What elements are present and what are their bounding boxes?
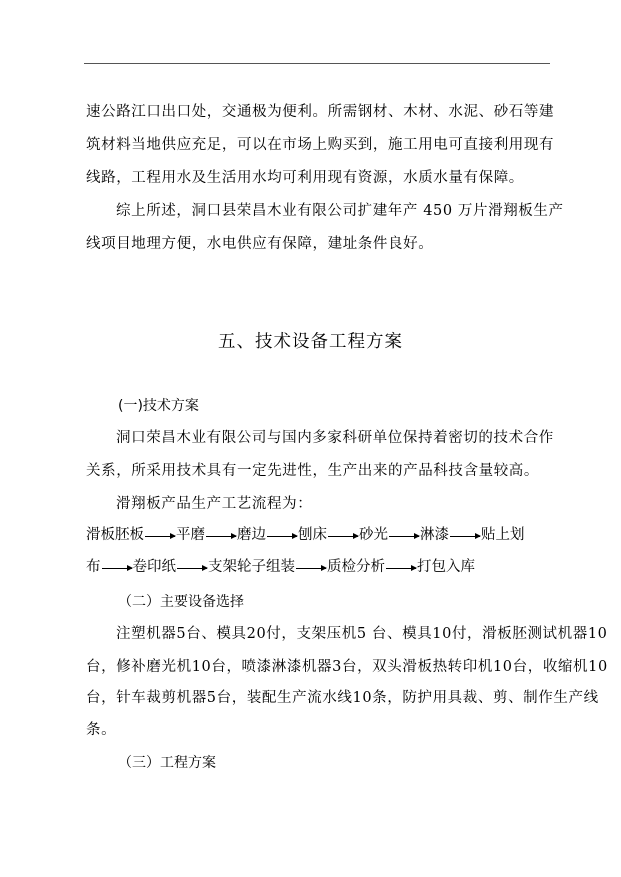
arrow-right-icon — [386, 568, 416, 569]
body-text-line: 筑材料当地供应充足，可以在市场上购买到，施工用电可直接利用现有 — [86, 137, 555, 153]
flow-step: 布 — [86, 559, 101, 575]
flow-step: 贴上划 — [481, 527, 525, 543]
subsection-heading-equipment: （二）主要设备选择 — [118, 594, 244, 610]
flow-step: 磨边 — [237, 527, 266, 543]
body-text-line: 关系，所采用技术具有一定先进性，生产出来的产品科技含量较高。 — [86, 463, 539, 479]
arrow-right-icon — [389, 536, 419, 537]
process-flow-row-1 — [86, 526, 525, 544]
flow-step: 刨床 — [298, 527, 327, 543]
arrow-right-icon — [102, 568, 132, 569]
body-text-line: 台，修补磨光机10台，喷漆淋漆机器3台，双头滑板热转印机10台，收缩机10 — [86, 659, 608, 675]
arrow-right-icon — [177, 568, 207, 569]
body-text-line: 速公路江口出口处，交通极为便利。所需钢材、木材、水泥、砂石等建 — [86, 104, 555, 120]
arrow-right-icon — [206, 536, 236, 537]
subsection-heading-tech: (一)技术方案 — [118, 398, 199, 414]
flow-step: 支架轮子组装 — [208, 559, 295, 575]
arrow-right-icon — [145, 536, 175, 537]
flow-step: 平磨 — [176, 527, 205, 543]
flow-step: 卷印纸 — [132, 559, 176, 575]
body-text-line: 线路，工程用水及生活用水均可利用现有资源，水质水量有保障。 — [86, 170, 524, 186]
body-text-line: 台，针车裁剪机器5台，装配生产流水线10条，防护用具裁、剪、制作生产线 — [86, 690, 599, 706]
arrow-right-icon — [328, 536, 358, 537]
flow-step: 砂光 — [359, 527, 388, 543]
process-flow-row-2 — [86, 558, 475, 576]
body-text-line: 条。 — [86, 722, 117, 738]
flow-step: 质检分析 — [327, 559, 385, 575]
body-text-line: 洞口荣昌木业有限公司与国内多家科研单位保持着密切的技术合作 — [116, 430, 554, 446]
header-rule — [84, 63, 550, 64]
arrow-right-icon — [450, 536, 480, 537]
section-title: 五、技术设备工程方案 — [218, 332, 403, 352]
body-text-line: 综上所述，洞口县荣昌木业有限公司扩建年产 450 万片滑翔板生产 — [116, 203, 564, 219]
body-text-line: 线项目地理方便，水电供应有保障，建址条件良好。 — [86, 236, 434, 252]
arrow-right-icon — [296, 568, 326, 569]
flow-intro: 滑翔板产品生产工艺流程为： — [116, 496, 313, 512]
arrow-right-icon — [267, 536, 297, 537]
flow-step: 滑板胚板 — [86, 527, 144, 543]
flow-step: 打包入库 — [417, 559, 475, 575]
subsection-heading-engineering: （三）工程方案 — [118, 755, 216, 771]
body-text-line: 注塑机器5台、模具20付，支架压机5 台、模具10付，滑板胚测试机器10 — [116, 626, 608, 642]
flow-step: 淋漆 — [420, 527, 449, 543]
